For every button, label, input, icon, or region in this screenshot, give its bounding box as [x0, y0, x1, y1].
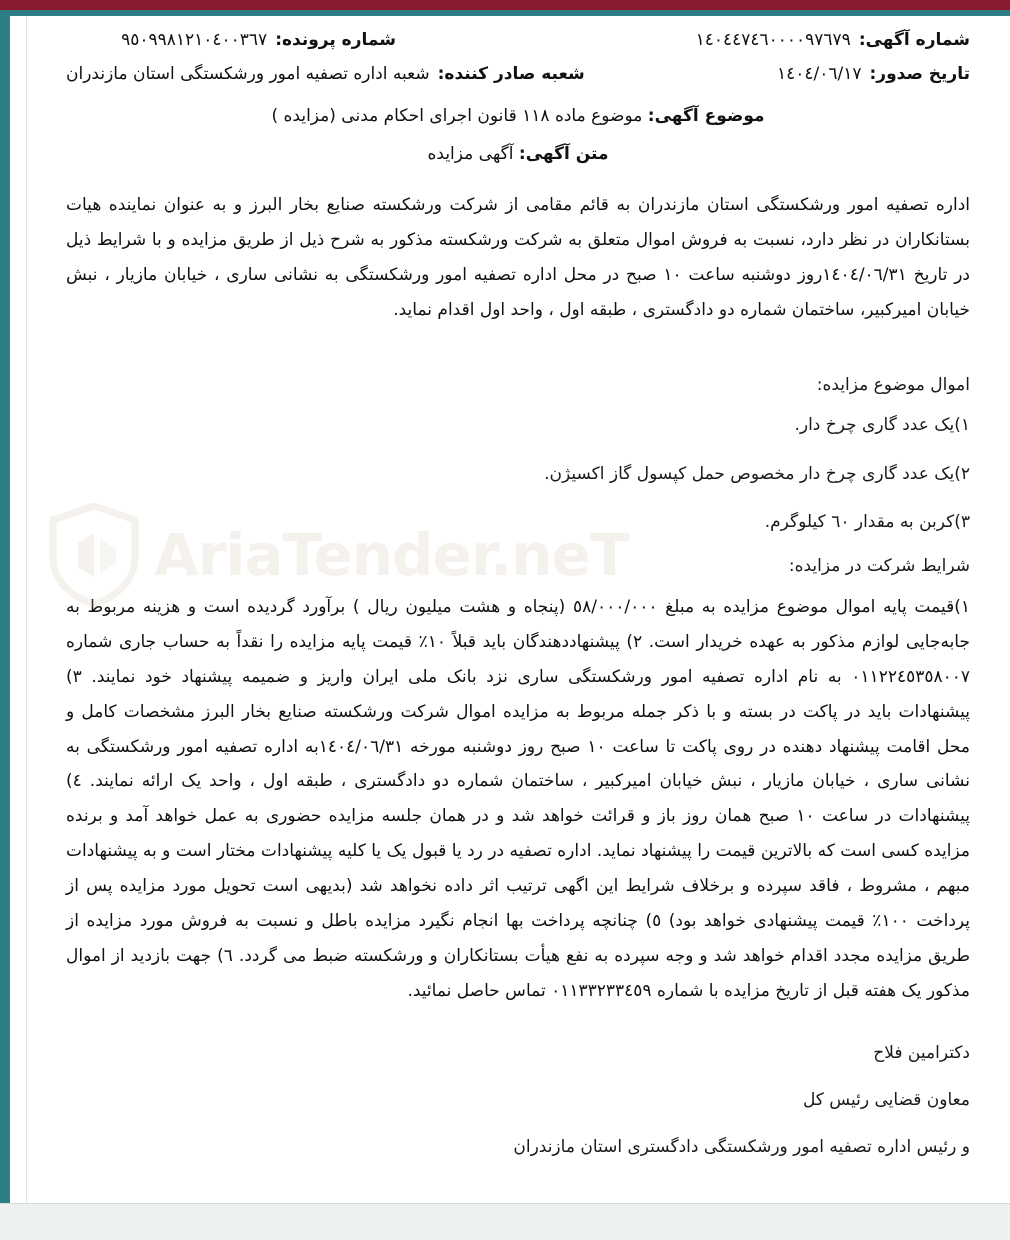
issue-date-cell — [640, 64, 970, 84]
assets-heading: اموال موضوع مزایده: — [816, 375, 970, 396]
file-number-label: شماره پرونده: — [275, 30, 396, 50]
conditions-paragraph: ١)قیمت پایه اموال موضوع مزایده به مبلغ ٥٨/٠٠٠/٠٠٠ (پنجاه و هشت میلیون ریال ) برآورد گردیده است و هزینه مربوط به جابه‌جایی لوازم مذکور به عهده خریدار است. ٢) پیشنهاددهندگان باید قبلاً ١٠٪ قیمت پایه مزایده را نقداً به حساب جاری شماره ٠١١٢٢٤٥٣٥٨٠٠٧ به نام اداره تصفیه امور ورشکستگی ساری نزد بانک ملی ایران واریز و ضمیمه پیشنهاد خود نمایند. ٣) پیشنهادات باید در پاکت در بسته و با ذکر جمله مربوط به مزایده اموال شرکت ورشکسته صنایع بخار البرز مشخصات کامل و محل اقامت پیشنهاد دهنده در روی پاکت تا ساعت ١٠ صبح روز دوشنبه مورخه ١٤٠٤/٠٦/٣١به اداره تصفیه امور ورشکستگی به نشانی ساری ، خیابان مازیار ، نبش خیابان امیرکبیر ، ساختمان شماره دو دادگستری ، طبقه اول ، واحد یک ارائه نمایند. ٤) پیشنهادات در ساعت ١٠ صبح همان روز باز و قرائت خواهد شد و در همان جلسه مزایده حضوری به عمل خواهد آمد و برنده مزایده کسی است که بالاترین قیمت را پیشنهاد نماید. اداره تصفیه در رد یا قبول یک یا کلیه پیشنهادات مختار است و به پیشنهادات مبهم ، مشروط ، فاقد سپرده و برخلاف شرایط این اگهی ترتیب اثر داده نخواهد شد (بدیهی است تحویل مورد مزایده پس از پرداخت ١٠٠٪ قیمت پیشنهادی خواهد بود) ٥) چنانچه پرداخت بها انجام نگیرد مزایده باطل و نسبت به فروش مورد مزایده از طریق مزایده مجدد اقدام خواهد شد و وجه سپرده به نفع هیأت بستانکاران و ورشکسته ضبط می گردد. ٦) جهت بازدید از اموال مذکور یک هفته قبل از تاریخ مزایده با شماره ٠١١٣٣٢٣٣٤٥٩ تماس حاصل نمائید. — [66, 597, 971, 1001]
ad-number-row — [66, 30, 970, 50]
ad-number-cell — [640, 30, 970, 50]
ad-text-row — [66, 144, 970, 164]
intro-paragraph: اداره تصفیه امور ورشکستگی استان مازندران به قائم مقامی از شرکت ورشکسته صنایع بخار البرز و به عنوان نماینده هیات بستانکاران در نظر دارد، نسبت به فروش اموال متعلق به شرکت ورشکسته مذکور به شرح ذیل از طریق مزایده و با شرایط ذیل در تاریخ ١٤٠٤/٠٦/٣١روز دوشنبه ساعت ١٠ صبح در محل اداره تصفیه امور ورشکستگی به نشانی ساری ، خیابان مازیار ، نبش خیابان امیرکبیر، ساختمان شماره دو دادگستری ، طبقه اول ، واحد اول اقدام نماید. — [66, 195, 970, 320]
left-teal-rail — [0, 16, 10, 1240]
signature-title-1: معاون قضایی رئیس کل — [802, 1089, 970, 1110]
document-page — [26, 16, 1010, 1204]
file-number-cell — [66, 30, 396, 50]
issuing-branch-label: شعبه صادر کننده: — [437, 64, 585, 84]
file-number-value: ٩٥٠٩٩٨١٢١٠٤٠٠٣٦٧ — [121, 30, 268, 50]
ad-number-label: شماره آگهی: — [858, 30, 970, 50]
issue-date-row — [66, 64, 970, 84]
signature-name: دکترامین فلاح — [873, 1043, 970, 1064]
subject-label: موضوع آگهی: — [647, 106, 765, 126]
asset-item-2: ٢)یک عدد گاری چرخ دار مخصوص حمل کپسول گاز اکسیژن. — [544, 463, 970, 484]
issuing-branch-value: شعبه اداره تصفیه امور ورشکستگی استان مازندران — [66, 64, 430, 84]
issue-date-value: ١٤٠٤/٠٦/١٧ — [776, 64, 862, 84]
ad-text-value: آگهی مزایده — [427, 144, 514, 164]
issuing-branch-cell — [66, 64, 585, 84]
ad-number-value: ١٤٠٤٤٧٤٦٠٠٠٠٩٧٦٧٩ — [695, 30, 851, 50]
conditions-heading: شرایط شرکت در مزایده: — [788, 556, 970, 577]
issue-date-label: تاریخ صدور: — [869, 64, 970, 84]
top-accent-bar — [0, 0, 1010, 10]
watermark-text: AriaTender.neT — [154, 521, 629, 589]
ad-text-label: متن آگهی: — [518, 144, 609, 164]
bottom-bar — [0, 1203, 1010, 1240]
asset-item-3: ٣)کربن به مقدار ٦٠ کیلوگرم. — [764, 511, 970, 532]
subject-row — [66, 106, 970, 126]
asset-item-1: ١)یک عدد گاری چرخ دار. — [794, 415, 970, 436]
subject-value: موضوع ماده ١١٨ قانون اجرای احکام مدنی (مزایده ) — [271, 106, 643, 126]
signature-title-2: و رئیس اداره تصفیه امور ورشکستگی دادگستری استان مازندران — [513, 1136, 970, 1157]
